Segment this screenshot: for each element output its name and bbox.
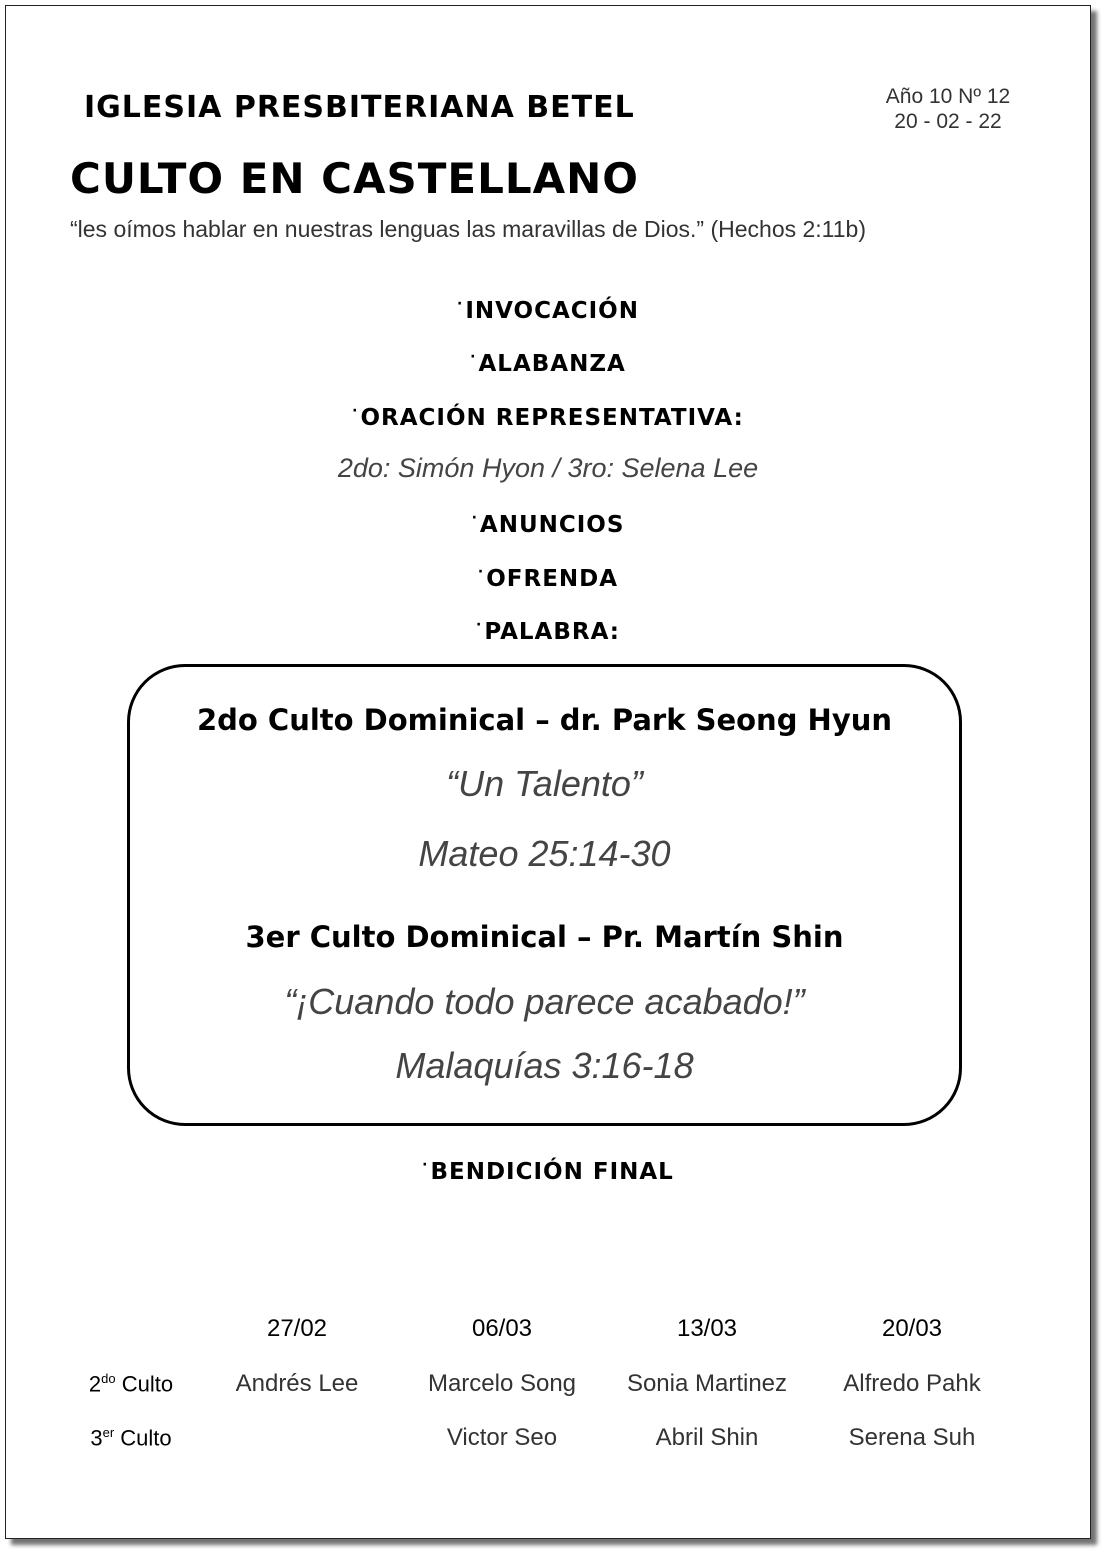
sermon-passage-2do: Mateo 25:14-30 <box>418 833 671 874</box>
issue-info <box>858 84 1038 134</box>
schedule-cell: Serena Suh <box>848 1424 976 1451</box>
item-label: ANUNCIOS <box>479 512 625 538</box>
page-title: CULTO EN CASTELLANO <box>70 154 639 203</box>
item-ofrenda: ·OFRENDA <box>477 564 619 592</box>
item-label: ORACIÓN REPRESENTATIVA: <box>360 405 744 431</box>
row-label-sup: do <box>101 1371 116 1386</box>
item-label: OFRENDA <box>486 566 619 592</box>
schedule-date: 13/03 <box>676 1315 738 1342</box>
schedule-date: 27/02 <box>266 1315 328 1342</box>
row-label-sup: er <box>102 1425 115 1440</box>
schedule-cell: Victor Seo <box>446 1424 558 1451</box>
issue-number: Año 10 Nº 12 <box>885 85 1011 108</box>
sermon-title-2do: “Un Talento” <box>446 763 643 804</box>
row-label-word: Culto <box>114 1425 172 1451</box>
sermon-box <box>127 664 962 1126</box>
sermon-header-2do: 2do Culto Dominical – dr. Park Seong Hyun <box>196 703 893 737</box>
item-invocacion: ·INVOCACIÓN <box>456 296 639 324</box>
schedule-cell: Abril Shin <box>655 1424 759 1451</box>
item-label: PALABRA: <box>484 619 620 645</box>
row-label-word: Culto <box>115 1371 174 1397</box>
item-label: BENDICIÓN FINAL <box>430 1159 674 1185</box>
bible-verse: “les oímos hablar en nuestras lenguas las maravillas de Dios.” (Hechos 2:11b) <box>70 216 867 242</box>
schedule-cell: Andrés Lee <box>235 1370 359 1397</box>
schedule-cell: Marcelo Song <box>427 1370 577 1397</box>
item-oracion: ·ORACIÓN REPRESENTATIVA: <box>352 403 744 431</box>
row-label-2do <box>66 1371 196 1397</box>
prayer-names: 2do: Simón Hyon / 3ro: Selena Lee <box>337 453 759 483</box>
row-label-num: 2 <box>88 1371 102 1397</box>
row-label-3er <box>66 1425 196 1451</box>
schedule-cell: Sonia Martinez <box>626 1370 788 1397</box>
sermon-header-3er: 3er Culto Dominical – Pr. Martín Shin <box>245 920 844 954</box>
item-label: INVOCACIÓN <box>465 298 639 324</box>
item-bendicion: ·BENDICIÓN FINAL <box>422 1157 674 1185</box>
bulletin-page <box>5 5 1091 1539</box>
row-label-num: 3 <box>90 1425 103 1451</box>
schedule-date: 20/03 <box>881 1315 943 1342</box>
issue-date: 20 - 02 - 22 <box>894 110 1002 133</box>
schedule-cell: Alfredo Pahk <box>843 1370 981 1397</box>
item-palabra: ·PALABRA: <box>476 617 620 645</box>
sermon-passage-3er: Malaquías 3:16-18 <box>395 1045 694 1086</box>
church-name: IGLESIA PRESBITERIANA BETEL <box>84 90 635 125</box>
schedule-date: 06/03 <box>471 1315 533 1342</box>
sermon-title-3er: “¡Cuando todo parece acabado!” <box>284 981 805 1022</box>
item-label: ALABANZA <box>478 351 626 377</box>
item-alabanza: ·ALABANZA <box>470 349 626 377</box>
item-anuncios: ·ANUNCIOS <box>471 510 625 538</box>
